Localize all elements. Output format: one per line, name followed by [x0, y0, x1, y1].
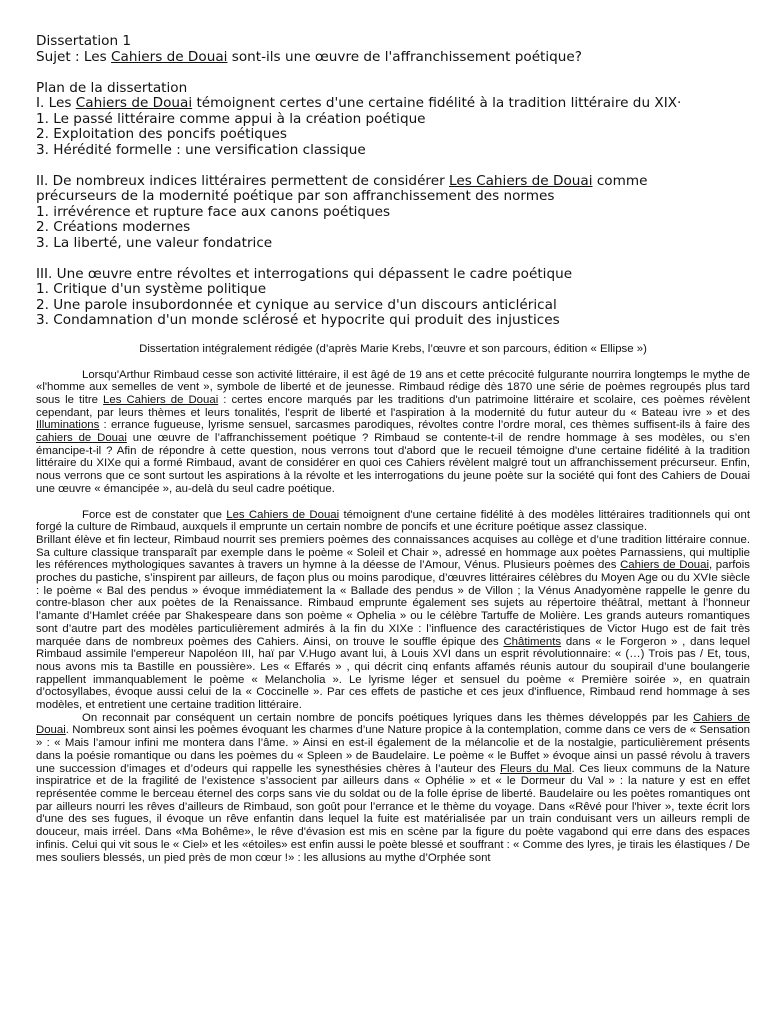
plan-part-2-cont: précurseurs de la modernité poétique par son affranchissement des normes: [36, 188, 555, 204]
essay-body: [36, 369, 750, 865]
plan-item: 3. La liberté, une valeur fondatrice: [36, 234, 273, 251]
plan-item: 1. Le passé littéraire comme appui à la création poétique: [36, 110, 426, 127]
plan-item: 2. Créations modernes: [36, 219, 191, 235]
plan-part-2: II. De nombreux indices littéraires permettent de considérer Les Cahiers de Douai comme: [36, 172, 648, 189]
body-paragraph: On reconnait par conséquent un certain nombre de poncifs poétiques lyriques dans les thèmes développés par les Cahiers de Douai. Nombreux sont ainsi les poèmes évoquant les charmes d’une Nature propice à la contemplation, comme dans ce vers de « Sensation » : « Mais l’amour infini me montera dans l’âme. » Ainsi en est-il également de la mélancolie et de la nostalgie, particulièrement présents dans la poésie romantique ou dans les poèmes du « Spleen » de Baudelaire. Le poème « le Buffet » évoque ainsi un passé révolu à travers une succession d’images et d’odeurs qui rappelle les synesthésies chères à l’auteur des Fleurs du Mal. Ces lieux communs de la Nature inspiratrice et de la fragilité de l’existence s’associent par ailleurs dans « Ophélie » et « le Dormeur du Val » : la nature y est en effet représentée comme le berceau éternel des corps sans vie du soldat ou de la folle éprise de liberté. Baudelaire ou les poètes romantiques ont par ailleurs nourri les rêves d’ailleurs de Rimbaud, son goût pour l’errance et le thème du voyage. Dans «Rêvé pour l'hiver », texte écrit lors d'une des ses fugues, il évoque un rêve enfantin dans lequel la fuite est matérialisée par un train conduisant vers un ailleurs rempli de douceur, mais irréel. Dans «Ma Bohême», le rêve d'évasion est mis en scène par la figure du poète vagabond qui erre dans des espaces infinis. Celui qui vit sous le « Ciel» et les «étoiles» est enfin aussi le poète blessé et souffrant : « Comme des lyres, je tirais les élastiques / De mes souliers blessés, un pied près de mon cœur !» : les allusions au mythe d’Orphée sont: [36, 711, 750, 864]
plan-part-1: I. Les Cahiers de Douai témoignent certes d'une certaine fidélité à la tradition littéraire du XIX·: [36, 95, 682, 111]
intro-paragraph: Lorsqu'Arthur Rimbaud cesse son activité littéraire, il est âgé de 19 ans et cette précocité fulgurante nourrira longtemps le mythe de «l'homme aux semelles de vent », symbole de liberté et de jeunesse. Rimbaud rédige dès 1870 une série de poèmes regroupés plus tard sous le titre Les Cahiers de Douai : certes encore marqués par les traditions d'un patrimoine littéraire et scolaire, ces poèmes révèlent cependant, par leurs thèmes et leurs tonalités, l'esprit de liberté et l'aspiration à la modernité du futur auteur du « Bateau ivre » et des Illuminations : errance fugueuse, lyrisme sensuel, sarcasmes parodiques, révoltes contre l’ordre moral, ces thèmes suffisent-ils à faire des cahiers de Douai une œuvre de l’affranchissement poétique ? Rimbaud se contente-t-il de rendre hommage à ses modèles, ou s’en émancipe-t-il ? Afin de répondre à cette question, nous verrons tout d'abord que le recueil témoigne d'une certaine fidélité à la tradition littéraire du XIXe qui a formé Rimbaud, avant de considérer en quoi ces Cahiers révèlent malgré tout un affranchissement précurseur. Enfin, nous verrons que ce sont surtout les aspirations à la révolte et les interrogations du jeune poète sur la société qui font des Cahiers de Douai une œuvre « émancipée », au-delà du seul cadre poétique.: [36, 368, 750, 495]
work-title-link: Cahiers de Douai: [111, 48, 228, 65]
document-page: [36, 34, 750, 864]
subject-line: Sujet : Les Cahiers de Douai sont-ils une œuvre de l'affranchissement poétique?: [36, 48, 582, 65]
plan-item: 3. Hérédité formelle : une versification classique: [36, 141, 366, 158]
doc-title: Dissertation 1: [36, 33, 132, 49]
work-title-link: Cahiers de Douai: [75, 95, 193, 111]
plan-title: Plan de la dissertation: [36, 79, 188, 96]
plan-item: 1. Critique d'un système politique: [36, 281, 267, 297]
part-1-intro-paragraph: Force est de constater que Les Cahiers de Douai témoignent d'une certaine fidélité à des modèles littéraires traditionnels qui ont forgé la culture de Rimbaud, auxquels il emprunte un certain nombre de poncifs et une écriture poétique assez classique.: [36, 508, 750, 534]
essay-caption: Dissertation intégralement rédigée (d’après Marie Krebs, l’œuvre et son parcours, édition « Ellipse »): [139, 342, 647, 355]
plan-item: 3. Condamnation d'un monde sclérosé et hypocrite qui produit des injustices: [36, 312, 560, 328]
plan-item: 2. Une parole insubordonnée et cynique au service d'un discours anticlérical: [36, 296, 557, 313]
plan-part-3: III. Une œuvre entre révoltes et interrogations qui dépassent le cadre poétique: [36, 265, 573, 282]
plan-item: 1. irrévérence et rupture face aux canons poétiques: [36, 203, 391, 220]
plan-item: 2. Exploitation des poncifs poétiques: [36, 126, 287, 142]
work-title-link: Les Cahiers de Douai: [449, 172, 593, 189]
body-paragraph: Brillant élève et fin lecteur, Rimbaud nourrit ses premiers poèmes des connaissances acquises au collège et d’une tradition littéraire connue. Sa culture classique transparaît par exemple dans le poème « Soleil et Chair », adressé en hommage aux poètes Parnassiens, qui multiplie les références mythologiques savantes à travers un hymne à la déesse de l’Amour, Vénus. Plusieurs poèmes des Cahiers de Douai, parfois proches du pastiche, s’inspirent par ailleurs, de façon plus ou moins parodique, d’œuvres littéraires célèbres du Moyen Age ou du XVIe siècle : le poème « Bal des pendus » évoque immédiatement la « Ballade des pendus » de Villon ; la Vénus Anadyomène rappelle le genre du contre-blason cher aux poètes de la Renaissance. Rimbaud emprunte également ses sujets au répertoire théâtral, mettant à l’honneur l’amante d’Hamlet créée par Shakespeare dans son poème « Ophelia » ou le célèbre Tartuffe de Molière. Les grands auteurs romantiques sont d’autre part des modèles particulièrement admirés à la fin du XIXe : l’influence des caractéristiques de Victor Hugo est de fait très marquée dans de nombreux poèmes des Cahiers. Ainsi, on trouve le souffle épique des Châtiments dans « le Forgeron » , dans lequel Rimbaud assimile l'empereur Napoléon III, haï par V.Hugo avant lui, à Louis XVI dans un esprit révolutionnaire: « (…) Trois pas / Et, tous, nous avons mis ta Bastille en poussière». Les « Effarés » , qui décrit cinq enfants affamés réunis autour du soupirail d’une boulangerie rappellent immanquablement le poème « Melancholia ». Le lyrisme léger et sensuel du poème « Première soirée », en quatrain d’octosyllabes, évoque aussi celui de la « Coccinelle ». Par ces effets de pastiche et ces jeux d'influence, Rimbaud rend hommage à ses modèles, et entretient une certaine tradition littéraire.: [36, 533, 750, 712]
